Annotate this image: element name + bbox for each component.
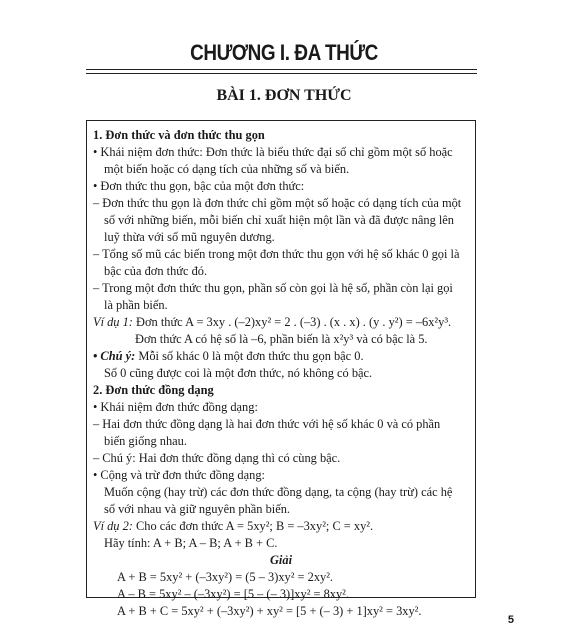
text-line: Muốn cộng (hay trừ) các đơn thức đồng dạng, ta cộng (hay trừ) các hệ [104,485,453,499]
text-line: • Cộng và trừ đơn thức đồng dạng: [93,468,265,482]
solution-line: A – B = 5xy² – (–3xy²) = [5 – (– 3)]xy² = 8xy². [117,587,349,601]
example-1-line [93,315,451,329]
section-2-heading: 2. Đơn thức đồng dạng [93,383,214,397]
example-2-label: Ví dụ 2: [93,519,133,533]
title-rule-bottom [86,73,477,74]
example-2-line [93,519,373,533]
text-line: – Trong một đơn thức thu gọn, phần số còn gọi là hệ số, phần còn lại gọi [93,281,453,295]
text-line: – Tổng số mũ các biến trong một đơn thức thu gọn với hệ số khác 0 gọi là [93,247,460,261]
text-line: • Khái niệm đơn thức: Đơn thức là biểu thức đại số chỉ gồm một số hoặc [93,145,453,159]
text-line: bậc của đơn thức đó. [104,264,208,278]
note-text: Mỗi số khác 0 là một đơn thức thu gọn bậc 0. [135,349,364,363]
text-line: biến giống nhau. [104,434,187,448]
content-box [86,120,476,618]
example-1-label: Ví dụ 1: [93,315,133,329]
text-line: số với nhau và giữ nguyên phần biến. [104,502,291,516]
page-number: 5 [507,614,514,626]
text-line: • Khái niệm đơn thức đồng dạng: [93,400,258,414]
title-rule-top [86,69,477,70]
text-line: số với những biến, mỗi biến chỉ xuất hiện một lần và đã được nâng lên [104,213,454,227]
text-line: – Hai đơn thức đồng dạng là hai đơn thức với hệ số khác 0 và có phần [93,417,441,431]
note-label: • Chú ý: [93,349,136,363]
text-line: Đơn thức A có hệ số là –6, phần biến là x²y³ và có bậc là 5. [135,332,428,346]
chapter-title: CHƯƠNG I. ĐA THỨC [190,40,378,65]
example-2-text: Cho các đơn thức A = 5xy²; B = –3xy²; C = xy². [132,519,374,533]
text-line: là phần biến. [104,298,168,312]
text-line: một biến hoặc có dạng tích của những số và biến. [104,162,350,176]
text-line: • Đơn thức thu gọn, bậc của một đơn thức: [93,179,305,193]
text-line: Số 0 cũng được coi là một đơn thức, nó không có bậc. [104,366,373,380]
solution-line: A + B = 5xy² + (–3xy²) = (5 – 3)xy² = 2xy². [117,570,334,584]
lesson-title: BÀI 1. ĐƠN THỨC [216,87,352,104]
text-line: – Chú ý: Hai đơn thức đồng dạng thì có cùng bậc. [93,451,341,465]
solution-line: A + B + C = 5xy² + (–3xy²) + xy² = [5 + (– 3) + 1]xy² = 3xy². [117,604,422,618]
text-line: luỹ thừa với số mũ nguyên dương. [104,230,275,244]
solution-heading: Giải [269,553,293,567]
example-1-text: Đơn thức A = 3xy . (–2)xy² = 2 . (–3) . (x . x) . (y . y²) = –6x²y³. [132,315,452,329]
text-line: – Đơn thức thu gọn là đơn thức chỉ gồm một số hoặc có dạng tích của một [93,196,462,210]
note-line [93,349,364,363]
section-1-heading: 1. Đơn thức và đơn thức thu gọn [93,128,265,142]
text-line: Hãy tính: A + B; A – B; A + B + C. [104,536,278,550]
